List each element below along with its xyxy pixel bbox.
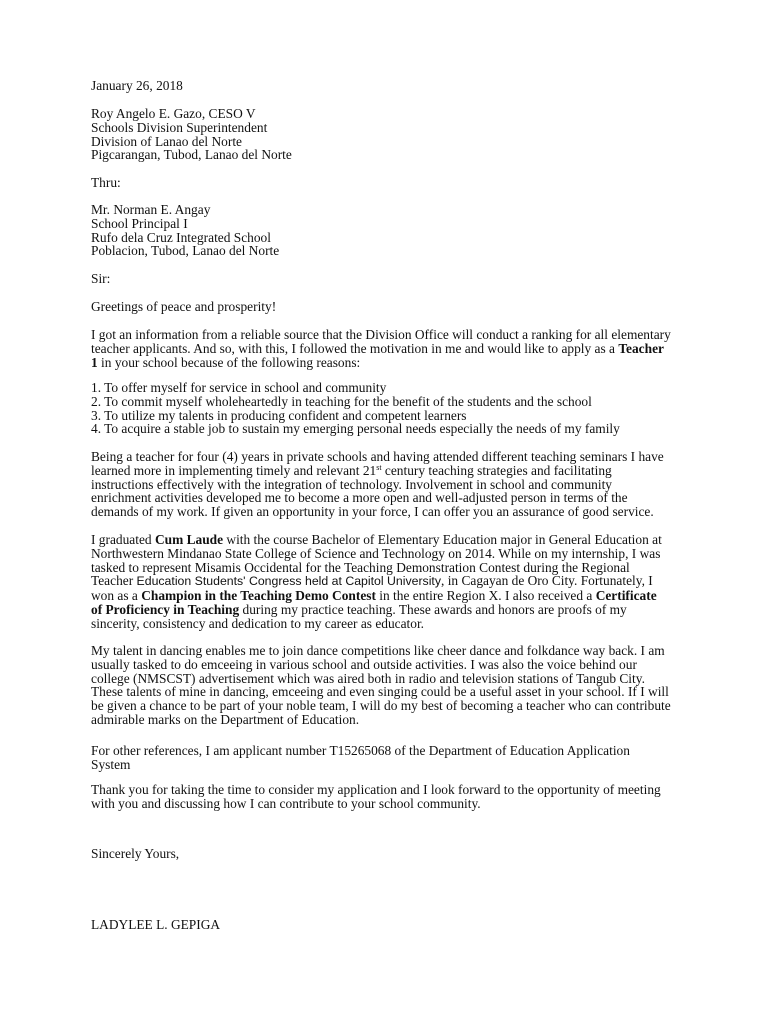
thru-label: [91, 176, 678, 190]
bold-certificate: Certificate: [595, 588, 657, 604]
greeting: [91, 300, 678, 314]
recipient-title: Schools Division Superintendent: [91, 119, 268, 135]
experience-line: learned more in implementing timely and relevant 21st century teaching strategies and facilitating: [91, 462, 612, 478]
thru-location: Poblacion, Tubod, Lanao del Norte: [91, 243, 280, 259]
reason-item: 2. To commit myself wholeheartedly in teaching for the benefit of the students and the school: [91, 393, 592, 409]
education-paragraph: [91, 533, 678, 631]
references-paragraph: [91, 744, 678, 772]
reason-item: 3. To utilize my talents in producing confident and competent learners: [91, 407, 467, 423]
closing-text: Sincerely Yours,: [91, 846, 180, 861]
thru-address: [91, 203, 678, 258]
experience-line: Being a teacher for four (4) years in private schools and having attended different teaching seminars I have: [91, 449, 664, 464]
thank-you-line: Thank you for taking the time to consider my application and I look forward to the opportunity of meeting: [91, 782, 661, 797]
bold-position-number: 1: [91, 354, 98, 370]
experience-paragraph: [91, 450, 678, 519]
education-line: Teacher Education Students' Congress held at Capitol University, in Cagayan de Oro City. Fortunately, I: [91, 573, 653, 589]
thru-title: School Principal I: [91, 215, 188, 231]
experience-line: enrichment activities developed me to become a more open and well-adjusted person in terms of the: [91, 490, 628, 506]
intro-line: I got an information from a reliable source that the Division Office will conduct a ranking for all elementary: [91, 327, 671, 342]
letter-date: [91, 79, 678, 93]
reasons-list: [91, 381, 678, 436]
references-line: System: [91, 756, 131, 772]
talent-line: My talent in dancing enables me to join dance competitions like cheer dance and folkdance way back. I am: [91, 643, 665, 658]
greeting-text: Greetings of peace and prosperity!: [91, 299, 277, 314]
education-line: of Proficiency in Teaching during my practice teaching. These awards and honors are proofs of my: [91, 601, 627, 617]
intro-paragraph: [91, 328, 678, 369]
thank-you-line: with you and discussing how I can contribute to your school community.: [91, 795, 481, 811]
references-line: For other references, I am applicant number T15265068 of the Department of Education Application: [91, 743, 630, 758]
education-line: sincerity, consistency and dedication to my career as educator.: [91, 615, 425, 631]
talent-line: These talents of mine in dancing, emceeing and even singing could be a useful asset in your school. If I will: [91, 684, 669, 700]
bold-honor: Cum Laude: [154, 532, 224, 547]
signature-name: LADYLEE L. GEPIGA: [91, 917, 221, 932]
salutation-text: Sir:: [91, 271, 111, 286]
signature-block: [91, 918, 678, 932]
education-line: Northwestern Mindanao State College of Science and Technology on 2014. While on my internship, I was: [91, 545, 661, 561]
bold-award: Champion in the Teaching Demo Contest: [141, 588, 376, 604]
talent-line: college (NMSCST) advertisement which was aired both in radio and television stations of Tangub City.: [91, 670, 645, 686]
salutation: [91, 272, 678, 286]
recipient-name: Roy Angelo E. Gazo, CESO V: [91, 106, 256, 121]
thru-name: Mr. Norman E. Angay: [91, 202, 211, 217]
intro-line: teacher applicants. And so, with this, I followed the motivation in me and would like to apply as a Teacher: [91, 340, 664, 356]
bold-certificate-cont: of Proficiency in Teaching: [91, 601, 240, 617]
bold-position: Teacher: [618, 340, 664, 356]
thru-school: Rufo dela Cruz Integrated School: [91, 229, 271, 245]
thank-you-paragraph: [91, 783, 678, 811]
education-line: tasked to represent Misamis Occidental for the Teaching Demonstration Contest during the Regional: [91, 559, 630, 575]
recipient-location: Pigcarangan, Tubod, Lanao del Norte: [91, 147, 292, 163]
experience-line: instructions effectively with the integration of technology. Involvement in school and community: [91, 476, 613, 492]
experience-line: demands of my work. If given an opportunity in your force, I can offer you an assurance of good service.: [91, 504, 654, 520]
talent-paragraph: [91, 644, 678, 727]
education-line: won as a Champion in the Teaching Demo Contest in the entire Region X. I also received a Certificate: [91, 588, 657, 604]
recipient-office: Division of Lanao del Norte: [91, 133, 242, 149]
talent-line: admirable marks on the Department of Education.: [91, 711, 360, 727]
recipient-address: [91, 107, 678, 162]
intro-line: 1 in your school because of the following reasons:: [91, 354, 361, 370]
date-text: January 26, 2018: [91, 78, 183, 93]
education-line: I graduated Cum Laude with the course Bachelor of Elementary Education major in General Education at: [91, 532, 662, 547]
thru-label-text: Thru:: [91, 175, 121, 190]
complimentary-close: [91, 847, 678, 861]
reason-item: 1. To offer myself for service in school and community: [91, 380, 387, 395]
talent-line: be given a chance to be part of your noble team, I will do my best of becoming a teacher who can contribute: [91, 698, 671, 714]
reason-item: 4. To acquire a stable job to sustain my emerging personal needs especially the needs of my family: [91, 421, 620, 437]
talent-line: usually tasked to do emceeing in various school and outside activities. I was also the voice behind our: [91, 656, 637, 672]
